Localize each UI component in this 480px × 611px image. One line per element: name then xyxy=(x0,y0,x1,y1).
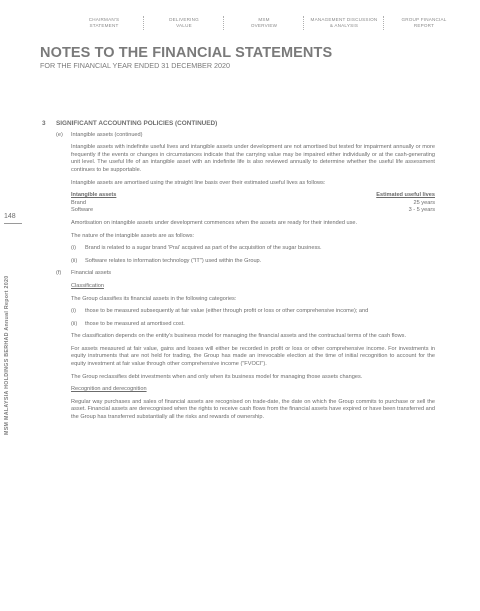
nav-label-line2: & ANALYSIS xyxy=(329,23,359,28)
side-label-text: MSM MALAYSIA HOLDINGS BERHAD Annual Report 2020 xyxy=(4,275,10,435)
table-header-life: Estimated useful lives xyxy=(376,192,435,199)
nav-label-line1: MSM xyxy=(258,17,270,22)
list-text: those to be measured at amortised cost. xyxy=(85,320,185,327)
nav-item-delivering-value[interactable] xyxy=(144,16,224,29)
nav-label-line2: VALUE xyxy=(176,23,192,28)
section-heading xyxy=(42,120,435,128)
nav-item-group-financial-report[interactable] xyxy=(384,16,464,29)
paragraph: The Group reclassifies debt investments when and only when its business model for managing those assets changes. xyxy=(71,373,363,380)
list-marker: (i) xyxy=(71,308,76,315)
nav-item-chairmans-statement[interactable] xyxy=(64,16,144,29)
list-item xyxy=(71,308,435,316)
list-marker: (i) xyxy=(71,245,76,252)
page-title: NOTES TO THE FINANCIAL STATEMENTS xyxy=(40,45,333,61)
list-text: Brand is related to a sugar brand 'Prai' acquired as part of the acquisition of the sugar business. xyxy=(85,245,322,252)
list-text: Software relates to information technology ("IT") used within the Group. xyxy=(85,257,262,264)
paragraph: Intangible assets with indefinite useful lives and intangible assets under development are not amortised but tested for impairment annually or more frequently if the events or changes in circumstances indicate that the carrying value may be impaired either individually or at the cash-generating unit level. The useful life of an intangible asset with an indefinite life is also reviewed annually to determine whether the useful life assessment continues to be supportable. xyxy=(71,144,435,173)
page-number: 148 xyxy=(4,213,16,220)
classification-heading: Classification xyxy=(71,282,104,289)
table-cell-asset: Brand xyxy=(71,199,86,206)
nav-label-line2: STATEMENT xyxy=(89,23,119,28)
table-cell-life: 25 years xyxy=(413,199,435,206)
notes-content xyxy=(42,120,435,427)
table-row xyxy=(71,207,435,215)
paragraph: Amortisation on intangible assets under development commences when the assets are ready for their intended use. xyxy=(71,219,358,226)
subsection-f-heading xyxy=(56,270,435,278)
nav-label-line1: CHAIRMAN'S xyxy=(88,17,120,22)
subsection-title: Intangible assets (continued) xyxy=(71,131,143,138)
page-subtitle: FOR THE FINANCIAL YEAR ENDED 31 DECEMBER 2020 xyxy=(40,61,230,70)
nav-label-line2: OVERVIEW xyxy=(250,23,278,28)
table-cell-life: 3 - 5 years xyxy=(408,207,435,214)
top-navigation xyxy=(64,16,464,29)
subsection-marker: (f) xyxy=(56,270,62,277)
subsection-marker: (e) xyxy=(56,131,63,138)
section-title: SIGNIFICANT ACCOUNTING POLICIES (CONTINUED) xyxy=(56,120,218,127)
subsection-f-body xyxy=(71,283,435,422)
paragraph: For assets measured at fair value, gains and losses will either be recorded in profit or loss or other comprehensive income. For investments in equity instruments that are not held for trading, the Group has made an irrevocable election at the time of initial recognition to account for the equity investment at fair value through other comprehensive income ("FVOCI"). xyxy=(71,345,435,368)
paragraph: Regular way purchases and sales of financial assets are recognised on trade-date, the date on which the Group commits to purchase or sell the asset. Financial assets are derecognised when the rights to receive cash flows from the financial assets have expired or have been transferred and the Group has transferred substantially all the risks and rewards of ownership. xyxy=(71,398,435,421)
nav-label-line2: REPORT xyxy=(413,23,435,28)
subsection-e-heading xyxy=(56,132,435,140)
list-text: those to be measured subsequently at fair value (either through profit or loss or other comprehensive income); and xyxy=(85,308,369,315)
list-item xyxy=(71,258,435,266)
table-row xyxy=(71,200,435,208)
table-header-asset: Intangible assets xyxy=(71,192,117,199)
table-cell-asset: Software xyxy=(71,207,94,214)
list-item xyxy=(71,245,435,253)
section-number: 3 xyxy=(42,120,46,127)
table-header-row xyxy=(71,192,435,200)
useful-lives-table xyxy=(71,192,435,215)
list-marker: (ii) xyxy=(71,320,78,327)
nav-label-line1: GROUP FINANCIAL xyxy=(401,17,447,22)
subsection-e-body xyxy=(71,144,435,265)
nav-label-line1: MANAGEMENT DISCUSSION xyxy=(310,17,378,22)
paragraph: The nature of the intangible assets are as follows: xyxy=(71,232,195,239)
nav-item-msm-overview[interactable] xyxy=(224,16,304,29)
subsection-title: Financial assets xyxy=(71,270,112,277)
paragraph: The Group classifies its financial assets in the following categories: xyxy=(71,295,237,302)
side-label xyxy=(4,245,14,435)
nav-item-management-discussion[interactable] xyxy=(304,16,384,29)
nav-label-line1: DELIVERING xyxy=(169,17,199,22)
recognition-heading: Recognition and derecognition xyxy=(71,386,147,393)
list-marker: (ii) xyxy=(71,257,78,264)
paragraph: The classification depends on the entity's business model for managing the financial assets and the contractual terms of the cash flows. xyxy=(71,333,407,340)
list-item xyxy=(71,321,435,329)
paragraph: Intangible assets are amortised using the straight line basis over their estimated useful lives as follows: xyxy=(71,179,326,186)
